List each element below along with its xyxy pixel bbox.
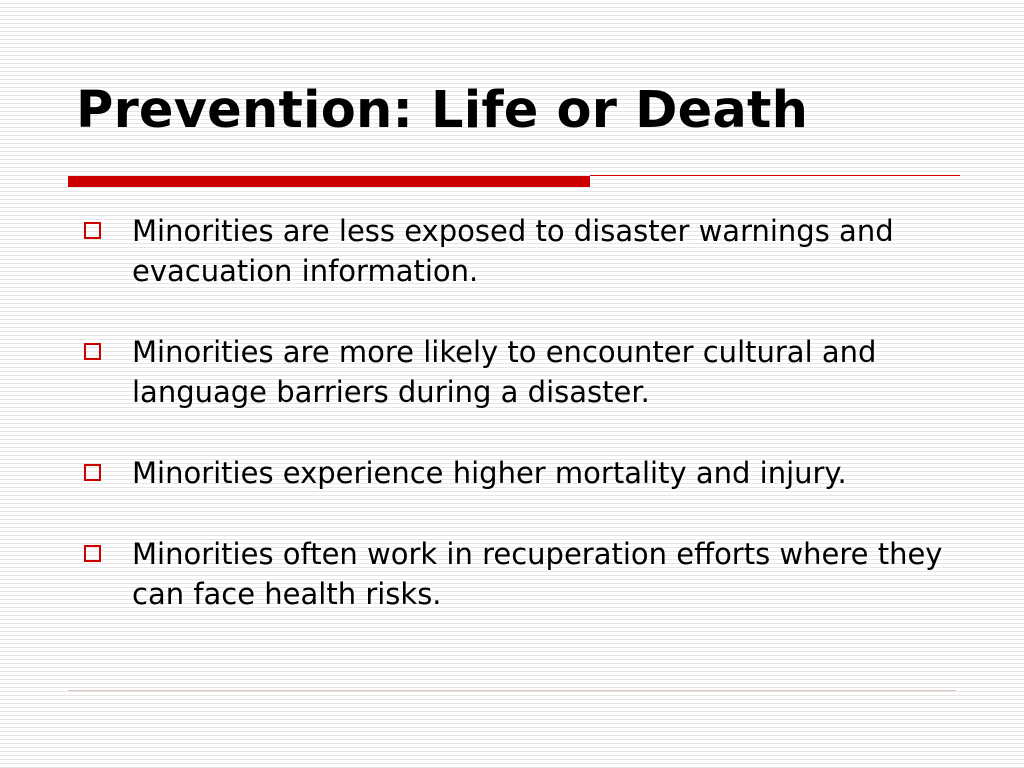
bullet-item — [84, 453, 984, 493]
footer-divider — [68, 690, 956, 691]
title-underline-thick — [68, 176, 590, 187]
hollow-square-bullet-icon — [84, 222, 101, 239]
bullet-list — [84, 211, 984, 655]
bullet-item — [84, 211, 984, 291]
bullet-text: Minorities are less exposed to disaster warnings and evacuation information. — [132, 214, 894, 288]
bullet-text: Minorities often work in recuperation efforts where they can face health risks. — [132, 537, 943, 611]
hollow-square-bullet-icon — [84, 545, 101, 562]
hollow-square-bullet-icon — [84, 464, 101, 481]
title-underline-thin — [590, 175, 960, 176]
bullet-item — [84, 332, 984, 412]
bullet-text: Minorities experience higher mortality and injury. — [132, 456, 847, 490]
slide-title: Prevention: Life or Death — [76, 81, 809, 140]
hollow-square-bullet-icon — [84, 343, 101, 360]
bullet-item — [84, 534, 984, 614]
bullet-text: Minorities are more likely to encounter cultural and language barriers during a disaster. — [132, 335, 877, 409]
